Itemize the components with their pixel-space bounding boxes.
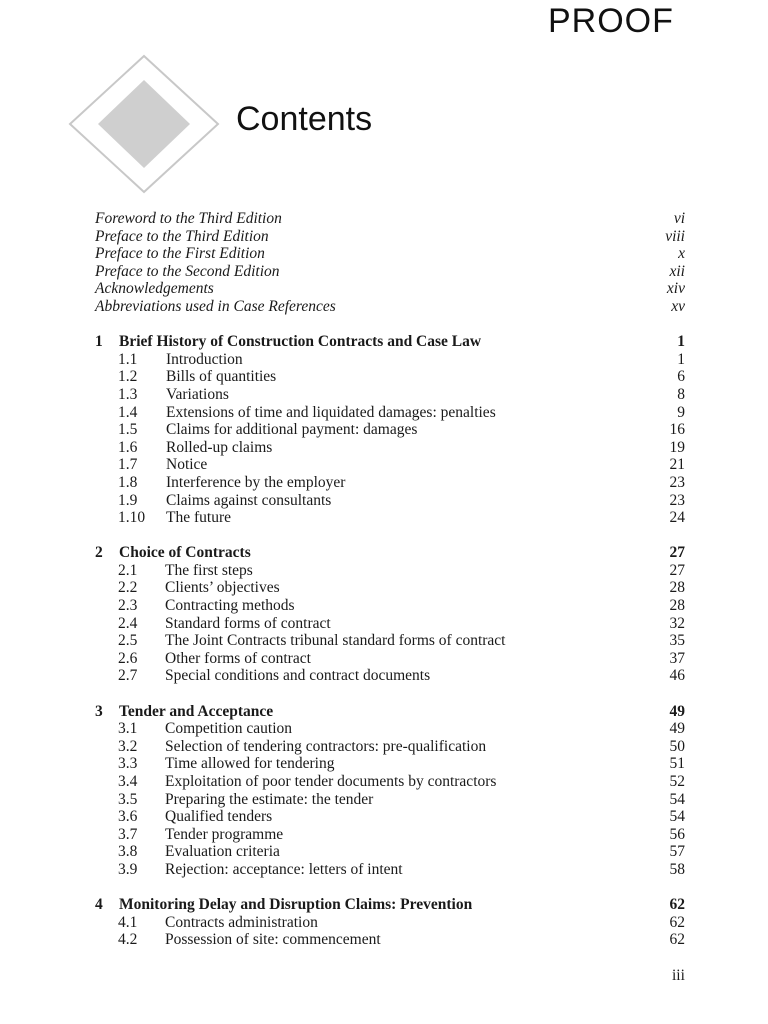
- section-page: 8: [677, 385, 685, 403]
- section-number: 3.9: [118, 860, 138, 878]
- section-number: 1.3: [118, 385, 138, 403]
- toc-chapter-entry[interactable]: [95, 544, 685, 562]
- chapter-title: Choice of Contracts: [119, 544, 251, 562]
- section-number: 2.6: [118, 649, 138, 667]
- toc-chapter-entry[interactable]: [95, 703, 685, 721]
- toc-section-entry[interactable]: [95, 632, 685, 650]
- chapter-page: 27: [669, 544, 685, 562]
- chapter-page: 1: [677, 333, 685, 351]
- toc-entry-front[interactable]: [95, 263, 685, 281]
- chapter-block: [95, 896, 685, 949]
- chapter-block: [95, 703, 685, 879]
- chapter-block: [95, 333, 685, 527]
- toc-section-text: [95, 808, 645, 826]
- section-number: 2.5: [118, 632, 138, 650]
- section-number: 2.2: [118, 579, 138, 597]
- toc-section-entry[interactable]: [95, 861, 685, 879]
- toc-section-entry[interactable]: [95, 808, 685, 826]
- section-page: 21: [669, 456, 685, 474]
- toc-entry-page: vi: [673, 210, 685, 227]
- toc-section-text: [95, 404, 645, 422]
- front-matter-list: [95, 210, 685, 316]
- toc-entry-front[interactable]: [95, 228, 685, 246]
- proof-stamp: PROOF: [548, 2, 674, 40]
- toc-section-text: [95, 791, 645, 809]
- toc-section-entry[interactable]: [95, 826, 685, 844]
- section-number: 2.3: [118, 597, 138, 615]
- section-title: Bills of quantities: [166, 368, 277, 386]
- section-page: 6: [677, 368, 685, 386]
- spacer: [95, 685, 685, 703]
- section-page: 35: [669, 632, 685, 650]
- section-title: Extensions of time and liquidated damages: penalties: [166, 403, 496, 421]
- section-number: 1.5: [118, 421, 138, 439]
- page-number: iii: [672, 967, 685, 984]
- section-page: 19: [669, 438, 685, 456]
- section-page: 46: [669, 667, 685, 685]
- toc-section-entry[interactable]: [95, 755, 685, 773]
- section-number: 4.1: [118, 913, 138, 931]
- section-number: 3.4: [118, 773, 138, 790]
- toc-entry-front[interactable]: [95, 245, 685, 263]
- section-page: 57: [669, 843, 685, 861]
- toc-section-text: [95, 914, 645, 932]
- toc-section-text: [95, 368, 645, 386]
- toc-section-entry[interactable]: [95, 773, 685, 791]
- section-number: 2.4: [118, 614, 138, 632]
- section-page: 50: [669, 737, 685, 755]
- section-number: 1.2: [118, 368, 138, 386]
- section-number: 2.7: [118, 667, 138, 685]
- section-title: Qualified tenders: [165, 808, 273, 826]
- toc-entry-title: Preface to the First Edition: [95, 245, 265, 263]
- section-number: 3.8: [118, 843, 138, 861]
- section-page: 28: [669, 597, 685, 615]
- toc-section-text: [95, 931, 645, 949]
- section-number: 4.2: [118, 931, 138, 949]
- section-title: Possession of site: commencement: [165, 931, 381, 949]
- toc-section-text: [95, 861, 645, 879]
- section-title: The first steps: [165, 561, 253, 579]
- toc-section-text: [95, 650, 645, 668]
- chapter-block: [95, 544, 685, 685]
- toc-section-text: [95, 421, 645, 439]
- toc-section-text: [95, 351, 645, 369]
- chapter-title: Brief History of Construction Contracts and Case Law: [119, 333, 482, 351]
- toc-section-entry[interactable]: [95, 615, 685, 633]
- toc-chapter-entry[interactable]: [95, 896, 685, 914]
- toc-section-entry[interactable]: [95, 791, 685, 809]
- toc-section-entry[interactable]: [95, 843, 685, 861]
- section-title: The Joint Contracts tribunal standard forms of contract: [165, 632, 506, 650]
- toc-chapter-text: [95, 896, 645, 914]
- toc-section-text: [95, 509, 645, 527]
- toc-section-text: [95, 720, 645, 738]
- toc-section-entry[interactable]: [95, 386, 685, 404]
- toc-section-entry[interactable]: [95, 404, 685, 422]
- section-page: 23: [669, 491, 685, 509]
- section-title: The future: [166, 509, 231, 527]
- toc-section-entry[interactable]: [95, 720, 685, 738]
- section-number: 3.3: [118, 755, 138, 773]
- section-page: 62: [669, 931, 685, 949]
- section-page: 27: [669, 561, 685, 579]
- section-page: 52: [669, 773, 685, 790]
- section-number: 2.1: [118, 561, 138, 579]
- toc-section-entry[interactable]: [95, 562, 685, 580]
- section-number: 3.2: [118, 737, 138, 755]
- toc-section-entry[interactable]: [95, 509, 685, 527]
- toc-section-entry[interactable]: [95, 368, 685, 386]
- section-page: 32: [669, 614, 685, 632]
- section-title: Other forms of contract: [165, 649, 311, 667]
- section-number: 3.6: [118, 808, 138, 826]
- toc-section-text: [95, 456, 645, 474]
- toc-section-entry[interactable]: [95, 351, 685, 369]
- section-page: 58: [669, 860, 685, 878]
- toc-entry-title: Foreword to the Third Edition: [95, 210, 282, 227]
- toc-entry-title: Preface to the Third Edition: [95, 227, 269, 245]
- section-title: Time allowed for tendering: [165, 755, 335, 773]
- toc-section-entry[interactable]: [95, 667, 685, 685]
- diamond-ornament-icon: [62, 52, 226, 196]
- toc-section-text: [95, 562, 645, 580]
- section-page: 23: [669, 473, 685, 491]
- toc-section-text: [95, 667, 645, 685]
- section-title: Preparing the estimate: the tender: [165, 790, 374, 808]
- section-title: Selection of tendering contractors: pre-qualification: [165, 737, 487, 755]
- toc-section-text: [95, 738, 645, 756]
- chapter-page: 49: [669, 702, 685, 720]
- section-title: Exploitation of poor tender documents by contractors: [165, 773, 497, 790]
- section-number: 1.7: [118, 456, 138, 474]
- section-title: Claims for additional payment: damages: [166, 421, 418, 439]
- section-number: 1.9: [118, 491, 138, 509]
- section-title: Clients’ objectives: [165, 579, 280, 597]
- toc-section-entry[interactable]: [95, 456, 685, 474]
- chapter-number: 1: [95, 333, 103, 351]
- section-number: 1.4: [118, 403, 138, 421]
- toc-section-text: [95, 597, 645, 615]
- chapter-number: 4: [95, 896, 103, 914]
- toc-chapter-text: [95, 703, 645, 721]
- section-page: 56: [669, 825, 685, 843]
- toc-section-text: [95, 615, 645, 633]
- chapter-number: 2: [95, 544, 103, 562]
- section-number: 3.5: [118, 790, 138, 808]
- contents-heading: Contents: [236, 100, 373, 138]
- toc-entry-page: xii: [669, 262, 685, 280]
- spacer: [95, 316, 685, 334]
- section-page: 37: [669, 649, 685, 667]
- section-title: Contracting methods: [165, 597, 295, 615]
- section-title: Notice: [166, 456, 208, 474]
- section-page: 51: [669, 755, 685, 773]
- toc-section-text: [95, 492, 645, 510]
- section-page: 9: [677, 403, 685, 421]
- section-page: 62: [669, 913, 685, 931]
- section-title: Introduction: [166, 350, 243, 368]
- section-title: Contracts administration: [165, 913, 318, 931]
- toc-entry-page: xv: [671, 297, 685, 315]
- toc-section-text: [95, 632, 645, 650]
- table-of-contents: [95, 210, 685, 949]
- section-number: 3.7: [118, 825, 138, 843]
- toc-section-entry[interactable]: [95, 914, 685, 932]
- chapter-page: 62: [669, 896, 685, 914]
- toc-section-entry[interactable]: [95, 597, 685, 615]
- chapter-title: Monitoring Delay and Disruption Claims: Prevention: [119, 896, 473, 914]
- toc-chapter-text: [95, 544, 645, 562]
- toc-section-text: [95, 439, 645, 457]
- toc-entry-title: Preface to the Second Edition: [95, 262, 280, 280]
- section-title: Interference by the employer: [166, 473, 346, 491]
- section-title: Competition caution: [165, 720, 292, 738]
- toc-section-entry[interactable]: [95, 474, 685, 492]
- toc-chapter-text: [95, 333, 645, 351]
- toc-section-text: [95, 579, 645, 597]
- chapter-title: Tender and Acceptance: [119, 702, 274, 720]
- toc-entry-page: xiv: [666, 280, 685, 298]
- toc-section-entry[interactable]: [95, 931, 685, 949]
- section-number: 3.1: [118, 720, 138, 738]
- section-page: 49: [669, 720, 685, 738]
- toc-section-text: [95, 474, 645, 492]
- section-page: 16: [669, 421, 685, 439]
- toc-section-text: [95, 843, 645, 861]
- toc-section-text: [95, 755, 645, 773]
- section-number: 1.8: [118, 473, 138, 491]
- toc-section-entry[interactable]: [95, 738, 685, 756]
- toc-section-entry[interactable]: [95, 439, 685, 457]
- toc-section-entry[interactable]: [95, 492, 685, 510]
- section-number: 1.6: [118, 438, 138, 456]
- section-title: Rejection: acceptance: letters of intent: [165, 860, 403, 878]
- chapter-number: 3: [95, 702, 103, 720]
- toc-section-text: [95, 386, 645, 404]
- section-page: 54: [669, 808, 685, 826]
- toc-chapter-entry[interactable]: [95, 333, 685, 351]
- toc-entry-title: Acknowledgements: [95, 280, 214, 298]
- toc-section-entry[interactable]: [95, 579, 685, 597]
- toc-section-entry[interactable]: [95, 650, 685, 668]
- section-title: Standard forms of contract: [165, 614, 331, 632]
- section-title: Evaluation criteria: [165, 843, 280, 861]
- section-title: Tender programme: [165, 825, 284, 843]
- toc-section-text: [95, 826, 645, 844]
- section-page: 54: [669, 790, 685, 808]
- section-title: Special conditions and contract documents: [165, 667, 431, 685]
- section-number: 1.1: [118, 350, 138, 368]
- toc-entry-front[interactable]: [95, 280, 685, 298]
- toc-entry-front[interactable]: [95, 298, 685, 316]
- section-title: Claims against consultants: [166, 491, 332, 509]
- toc-entry-page: viii: [665, 227, 685, 245]
- toc-section-text: [95, 773, 645, 791]
- section-page: 24: [669, 509, 685, 527]
- spacer: [95, 527, 685, 545]
- section-title: Variations: [166, 385, 229, 403]
- toc-entry-page: x: [678, 245, 685, 263]
- section-page: 1: [677, 350, 685, 368]
- section-page: 28: [669, 579, 685, 597]
- spacer: [95, 879, 685, 897]
- section-number: 1.10: [118, 509, 146, 527]
- toc-section-entry[interactable]: [95, 421, 685, 439]
- toc-entry-front[interactable]: [95, 210, 685, 228]
- toc-entry-title: Abbreviations used in Case References: [95, 297, 336, 315]
- section-title: Rolled-up claims: [166, 438, 273, 456]
